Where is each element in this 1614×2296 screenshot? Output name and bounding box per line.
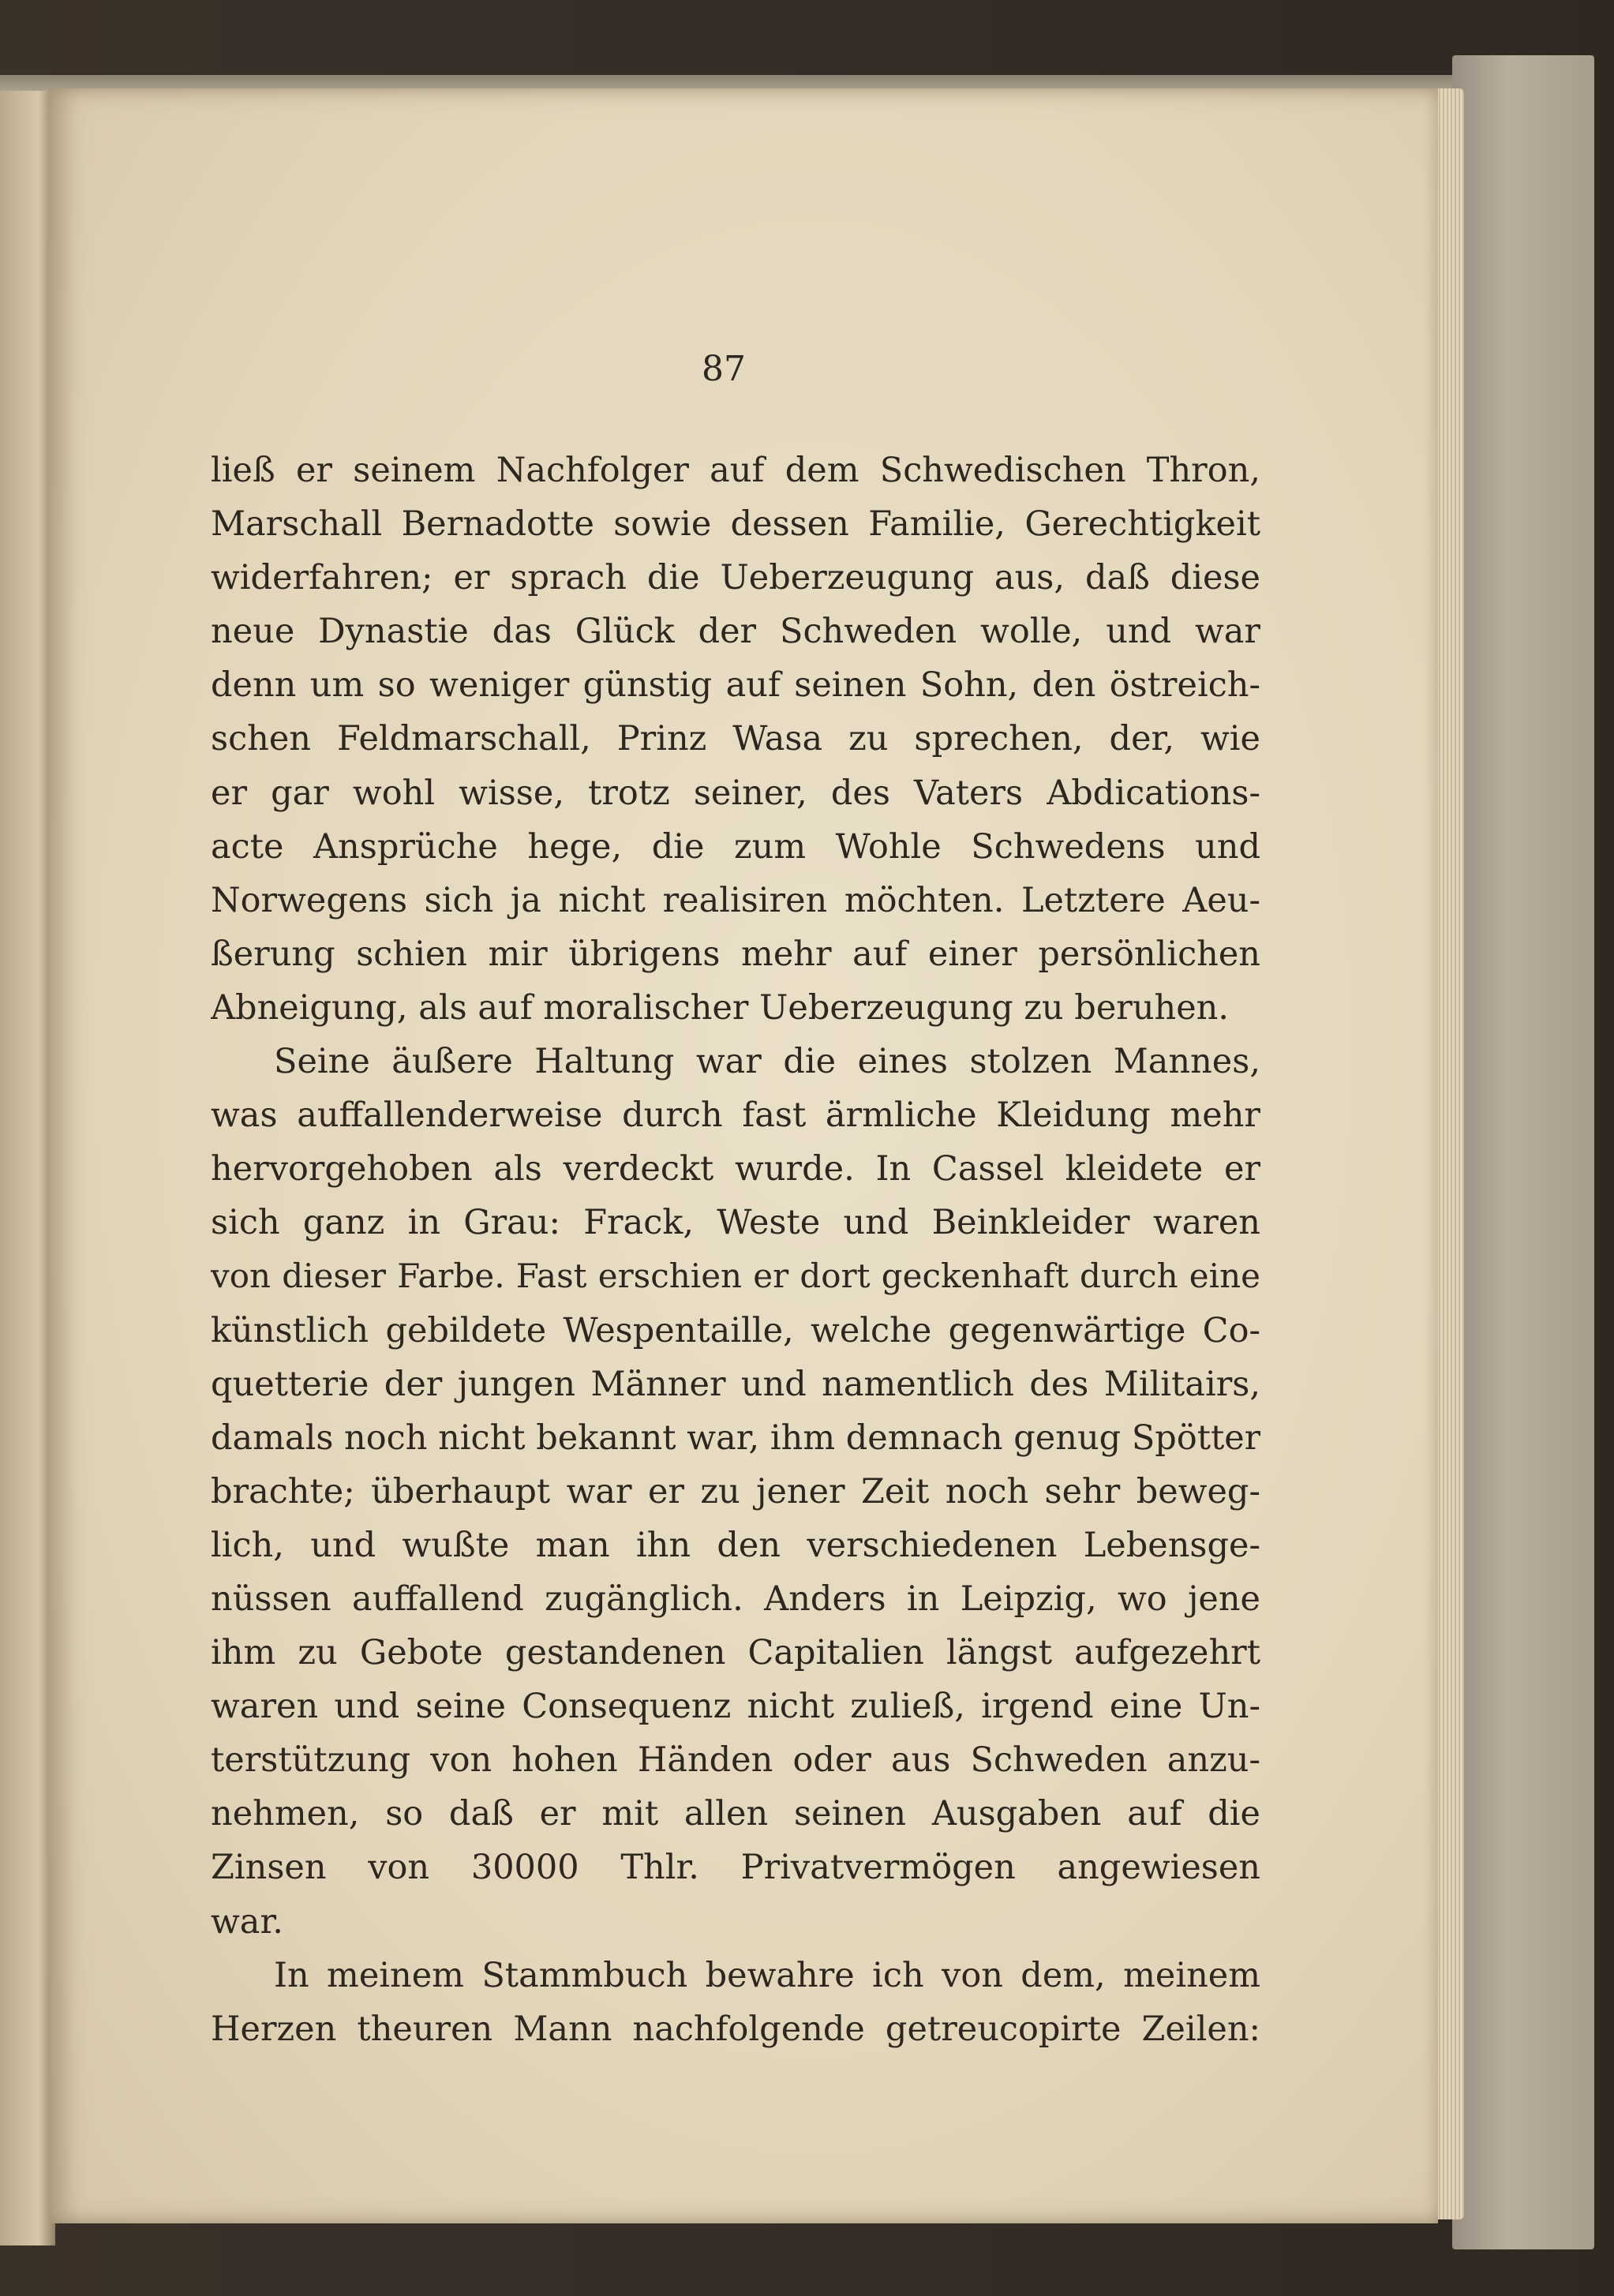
text-line: Marschall Bernadotte sowie dessen Familie, Gerechtigkeit bbox=[211, 504, 1260, 545]
page-number: 87 bbox=[702, 349, 746, 389]
text-line: acte Ansprüche hege, die zum Wohle Schwedens und bbox=[211, 826, 1260, 867]
book-cover-edge bbox=[1452, 55, 1594, 2249]
text-line: damals noch nicht bekannt war, ihm demnach genug Spötter bbox=[211, 1418, 1260, 1458]
text-line: lich, und wußte man ihn den verschiedenen Lebensge- bbox=[211, 1525, 1260, 1565]
text-line: schen Feldmarschall, Prinz Wasa zu sprechen, der, wie bbox=[211, 719, 1260, 759]
text-line: waren und seine Consequenz nicht zuließ, irgend eine Un- bbox=[211, 1687, 1260, 1727]
text-line: war. bbox=[211, 1901, 283, 1942]
text-line: neue Dynastie das Glück der Schweden wolle, und war bbox=[211, 612, 1260, 652]
text-line: er gar wohl wisse, trotz seiner, des Vaters Abdications- bbox=[211, 773, 1260, 813]
text-line: brachte; überhaupt war er zu jener Zeit noch sehr beweg- bbox=[211, 1471, 1260, 1511]
text-line: widerfahren; er sprach die Ueberzeugung aus, daß diese bbox=[211, 558, 1260, 598]
book-page bbox=[49, 88, 1438, 2223]
text-line: was auffallenderweise durch fast ärmliche Kleidung mehr bbox=[211, 1096, 1260, 1136]
text-line: von dieser Farbe. Fast erschien er dort geckenhaft durch eine bbox=[211, 1257, 1260, 1296]
text-line: Abneigung, als auf moralischer Ueberzeugung zu beruhen. bbox=[211, 987, 1230, 1028]
text-line: ließ er seinem Nachfolger auf dem Schwedischen Thron, bbox=[211, 451, 1260, 490]
text-line: künstlich gebildete Wespentaille, welche gegenwärtige Co- bbox=[211, 1310, 1260, 1350]
text-line: terstützung von hohen Händen oder aus Schweden anzu- bbox=[211, 1740, 1260, 1781]
text-line: Norwegens sich ja nicht realisiren möchten. Letztere Aeu- bbox=[211, 880, 1260, 920]
text-line: In meinem Stammbuch bewahre ich von dem, meinem bbox=[274, 1955, 1260, 1995]
text-line: Zinsen von 30000 Thlr. Privatvermögen angewiesen bbox=[211, 1848, 1260, 1888]
text-line: nehmen, so daß er mit allen seinen Ausgaben auf die bbox=[211, 1794, 1260, 1834]
text-line: sich ganz in Grau: Frack, Weste und Beinkleider waren bbox=[211, 1203, 1260, 1243]
opposite-page-edge bbox=[0, 91, 55, 2245]
text-line: ßerung schien mir übrigens mehr auf einer persönlichen bbox=[211, 934, 1260, 974]
text-line: denn um so weniger günstig auf seinen Sohn, den östreich- bbox=[211, 665, 1260, 706]
text-line: hervorgehoben als verdeckt wurde. In Cassel kleidete er bbox=[211, 1149, 1260, 1189]
text-line: Herzen theuren Mann nachfolgende getreucopirte Zeilen: bbox=[211, 2009, 1260, 2049]
page-text bbox=[211, 444, 1260, 2056]
text-line: ihm zu Gebote gestandenen Capitalien längst aufgezehrt bbox=[211, 1633, 1260, 1673]
text-line: nüssen auffallend zugänglich. Anders in Leipzig, wo jene bbox=[211, 1579, 1260, 1619]
text-line: Seine äußere Haltung war die eines stolzen Mannes, bbox=[274, 1042, 1260, 1082]
text-line: quetterie der jungen Männer und namentlich des Militairs, bbox=[211, 1364, 1260, 1404]
